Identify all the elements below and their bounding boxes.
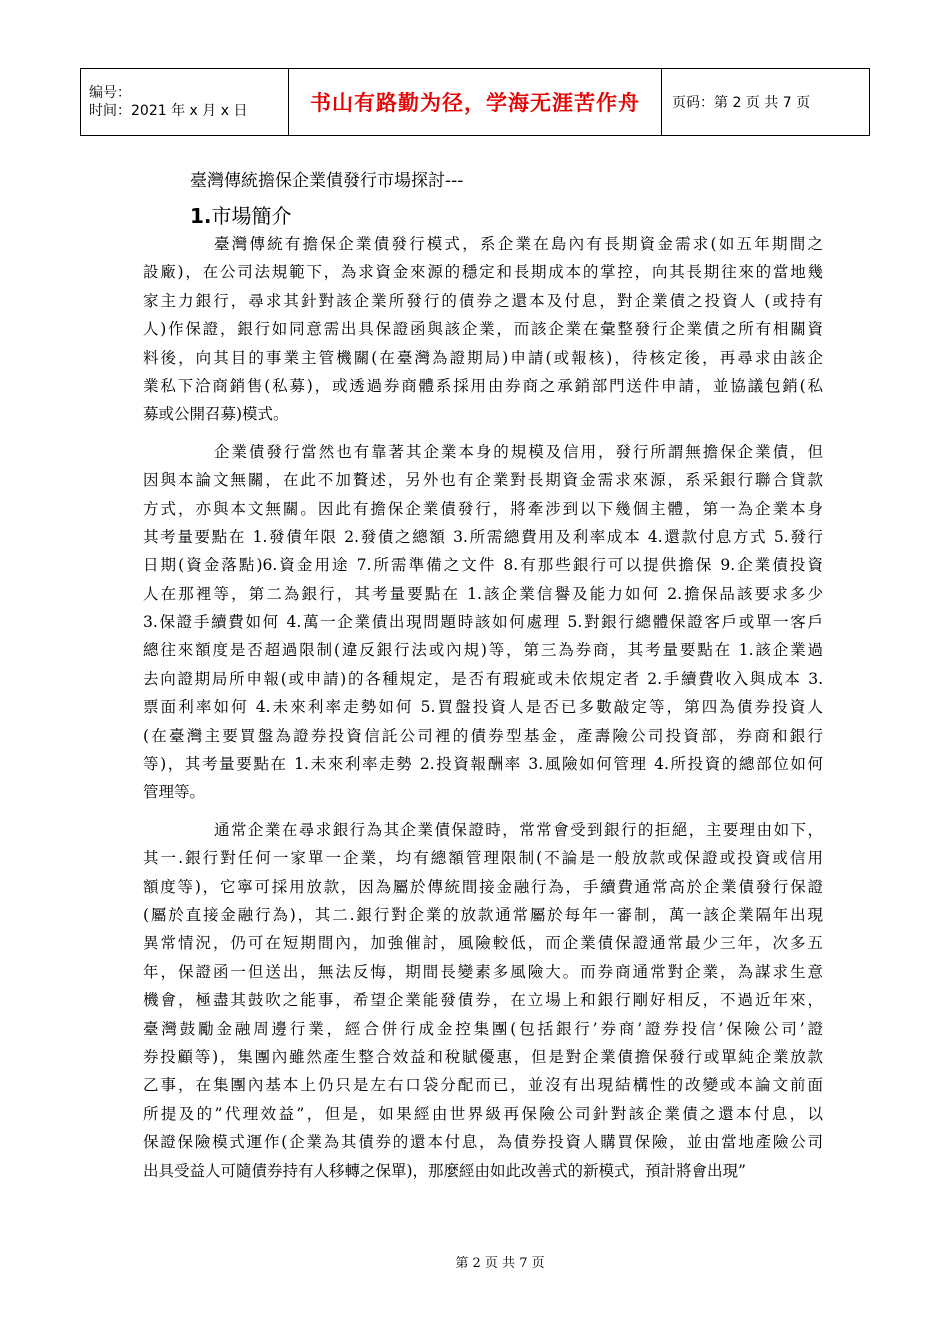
paragraph-line: 因與本論文無關，在此不加贅述，另外也有企業對長期資金需求來源，系采銀行聯合貸款 (143, 471, 823, 490)
paragraph-line: 去向證期局所申報(或申請)的各種規定，是否有瑕疵或未依規定者 2.手續費收入與成本 3. (143, 669, 823, 688)
paragraph-line: 其考量要點在 1.發債年限 2.發債之總額 3.所需總費用及利率成本 4.還款付息方式 5.發行 (143, 527, 823, 546)
paragraph-line: 票面利率如何 4.未來利率走勢如何 5.買盤投資人是否已多數敲定等，第四為債券投資人 (143, 698, 823, 717)
paragraph-line: 3.保證手續費如何 4.萬一企業債出現問題時該如何處理 5.對銀行總體保證客戶或單一客戶 (143, 613, 823, 632)
paragraph-line: 異常情況，仍可在短期間內，加強催討，風險較低，而企業債保證通常最少三年，次多五 (143, 934, 823, 953)
paragraph (143, 230, 823, 429)
paragraph-line: 方式，亦與本文無關。因此有擔保企業債發行，將牽涉到以下幾個主體，第一為企業本身 (143, 499, 823, 518)
paragraph-line: 年，保證函一但送出，無法反悔，期間長變素多風險大。而券商通常對企業，為謀求生意 (143, 962, 823, 981)
section-title: 市場簡介 (211, 204, 292, 228)
paragraph-line: 料後，向其目的事業主管機關(在臺灣為證期局)申請(或報核)，待核定後，再尋求由該企 (143, 348, 823, 367)
page-header (80, 68, 870, 136)
paragraph-line: 人)作保證，銀行如同意需出具保證函與該企業，而該企業在彙整發行企業債之所有相關資 (143, 320, 823, 339)
page-footer: 第 2 页 共 7 页 (455, 1256, 545, 1271)
paragraph-line: 管理等。 (143, 783, 206, 802)
paragraph-line: 保證保險模式運作(企業為其債券的還本付息，為債券投資人購買保險，並由當地產險公司 (143, 1133, 823, 1152)
paragraph-line: 額度等)，它寧可採用放款，因為屬於傳統間接金融行為，手續費通常高於企業債發行保證 (143, 877, 823, 896)
document-number-label: 编号： (89, 85, 131, 101)
paragraph-line: 出具受益人可隨債券持有人移轉之保單)，那麼經由如此改善式的新模式，預計將會出現” (143, 1161, 746, 1180)
paragraph-line: 其一.銀行對任何一家單一企業，均有總額管理限制(不論是一般放款或保證或投資或信用 (143, 849, 823, 868)
body-text (143, 230, 823, 1194)
header-motto-cell (289, 69, 662, 136)
section-heading (190, 200, 292, 229)
header-meta-cell (81, 69, 289, 136)
paragraph-line: (屬於直接金融行為)，其二.銀行對企業的放款通常屬於每年一審制，萬一該企業隔年出現 (143, 905, 823, 924)
paragraph-line: 日期(資金落點)6.資金用途 7.所需準備之文件 8.有那些銀行可以提供擔保 9.企業債投資 (143, 556, 823, 575)
paragraph-line: 臺灣傳統有擔保企業債發行模式，系企業在島內有長期資金需求(如五年期間之 (214, 235, 823, 253)
paragraph-line: 業私下洽商銷售(私募)，或透過券商體系採用由券商之承銷部門送件申請，並協議包銷(私 (143, 376, 823, 395)
paragraph-line: 券投顧等)，集團內雖然產生整合效益和稅賦優惠，但是對企業債擔保發行或單純企業放款 (143, 1047, 823, 1066)
paragraph-line: 人在那裡等，第二為銀行，其考量要點在 1.該企業信譽及能力如何 2.擔保品該要求多少 (143, 584, 823, 603)
header-page-cell (662, 69, 870, 136)
paragraph-line: (在臺灣主要買盤為證券投資信託公司裡的債券型基金，產壽險公司投資部，券商和銀行 (143, 726, 823, 745)
document-title: 臺灣傳統擔保企業債發行市場探討--- (190, 171, 464, 191)
paragraph-line: 總往來額度是否超過限制(違反銀行法或內規)等，第三為券商，其考量要點在 1.該企業過 (143, 641, 823, 660)
paragraph-line: 通常企業在尋求銀行為其企業債保證時，常常會受到銀行的拒絕，主要理由如下， (214, 820, 823, 839)
section-number: 1. (190, 204, 212, 228)
paragraph-line: 乙事，在集團內基本上仍只是左右口袋分配而已，並沒有出現結構性的改變或本論文前面 (143, 1076, 823, 1095)
paragraph-line: 家主力銀行，尋求其針對該企業所發行的債券之還本及付息，對企業債之投資人 (或持有 (143, 291, 823, 310)
header-motto: 书山有路勤为径，学海无涯苦作舟 (310, 91, 640, 115)
paragraph-line: 設廠)，在公司法規範下，為求資金來源的穩定和長期成本的掌控，向其長期往來的當地幾 (143, 263, 823, 282)
paragraph-line: 等)，其考量要點在 1.未來利率走勢 2.投資報酬率 3.風險如何管理 4.所投資的總部位如何 (143, 755, 823, 774)
paragraph-line: 募或公開召募)模式。 (143, 405, 289, 424)
paragraph-line: 企業債發行當然也有靠著其企業本身的規模及信用，發行所謂無擔保企業債，但 (214, 442, 823, 461)
document-date-label: 时间：2021 年 x 月 x 日 (89, 103, 248, 119)
paragraph (143, 438, 823, 807)
header-page-label: 页码：第 2 页 共 7 页 (672, 95, 811, 111)
paragraph-line: 機會，極盡其鼓吹之能事，希望企業能發債券，在立場上和銀行剛好相反，不過近年來， (143, 991, 823, 1010)
paragraph-line: 所提及的”代理效益”，但是，如果經由世界級再保險公司針對該企業債之還本付息，以 (143, 1104, 823, 1123)
paragraph (143, 816, 823, 1185)
paragraph-line: 臺灣鼓勵金融周邊行業，經合併行成金控集團(包括銀行’券商’證券投信’保險公司’證 (143, 1019, 823, 1038)
